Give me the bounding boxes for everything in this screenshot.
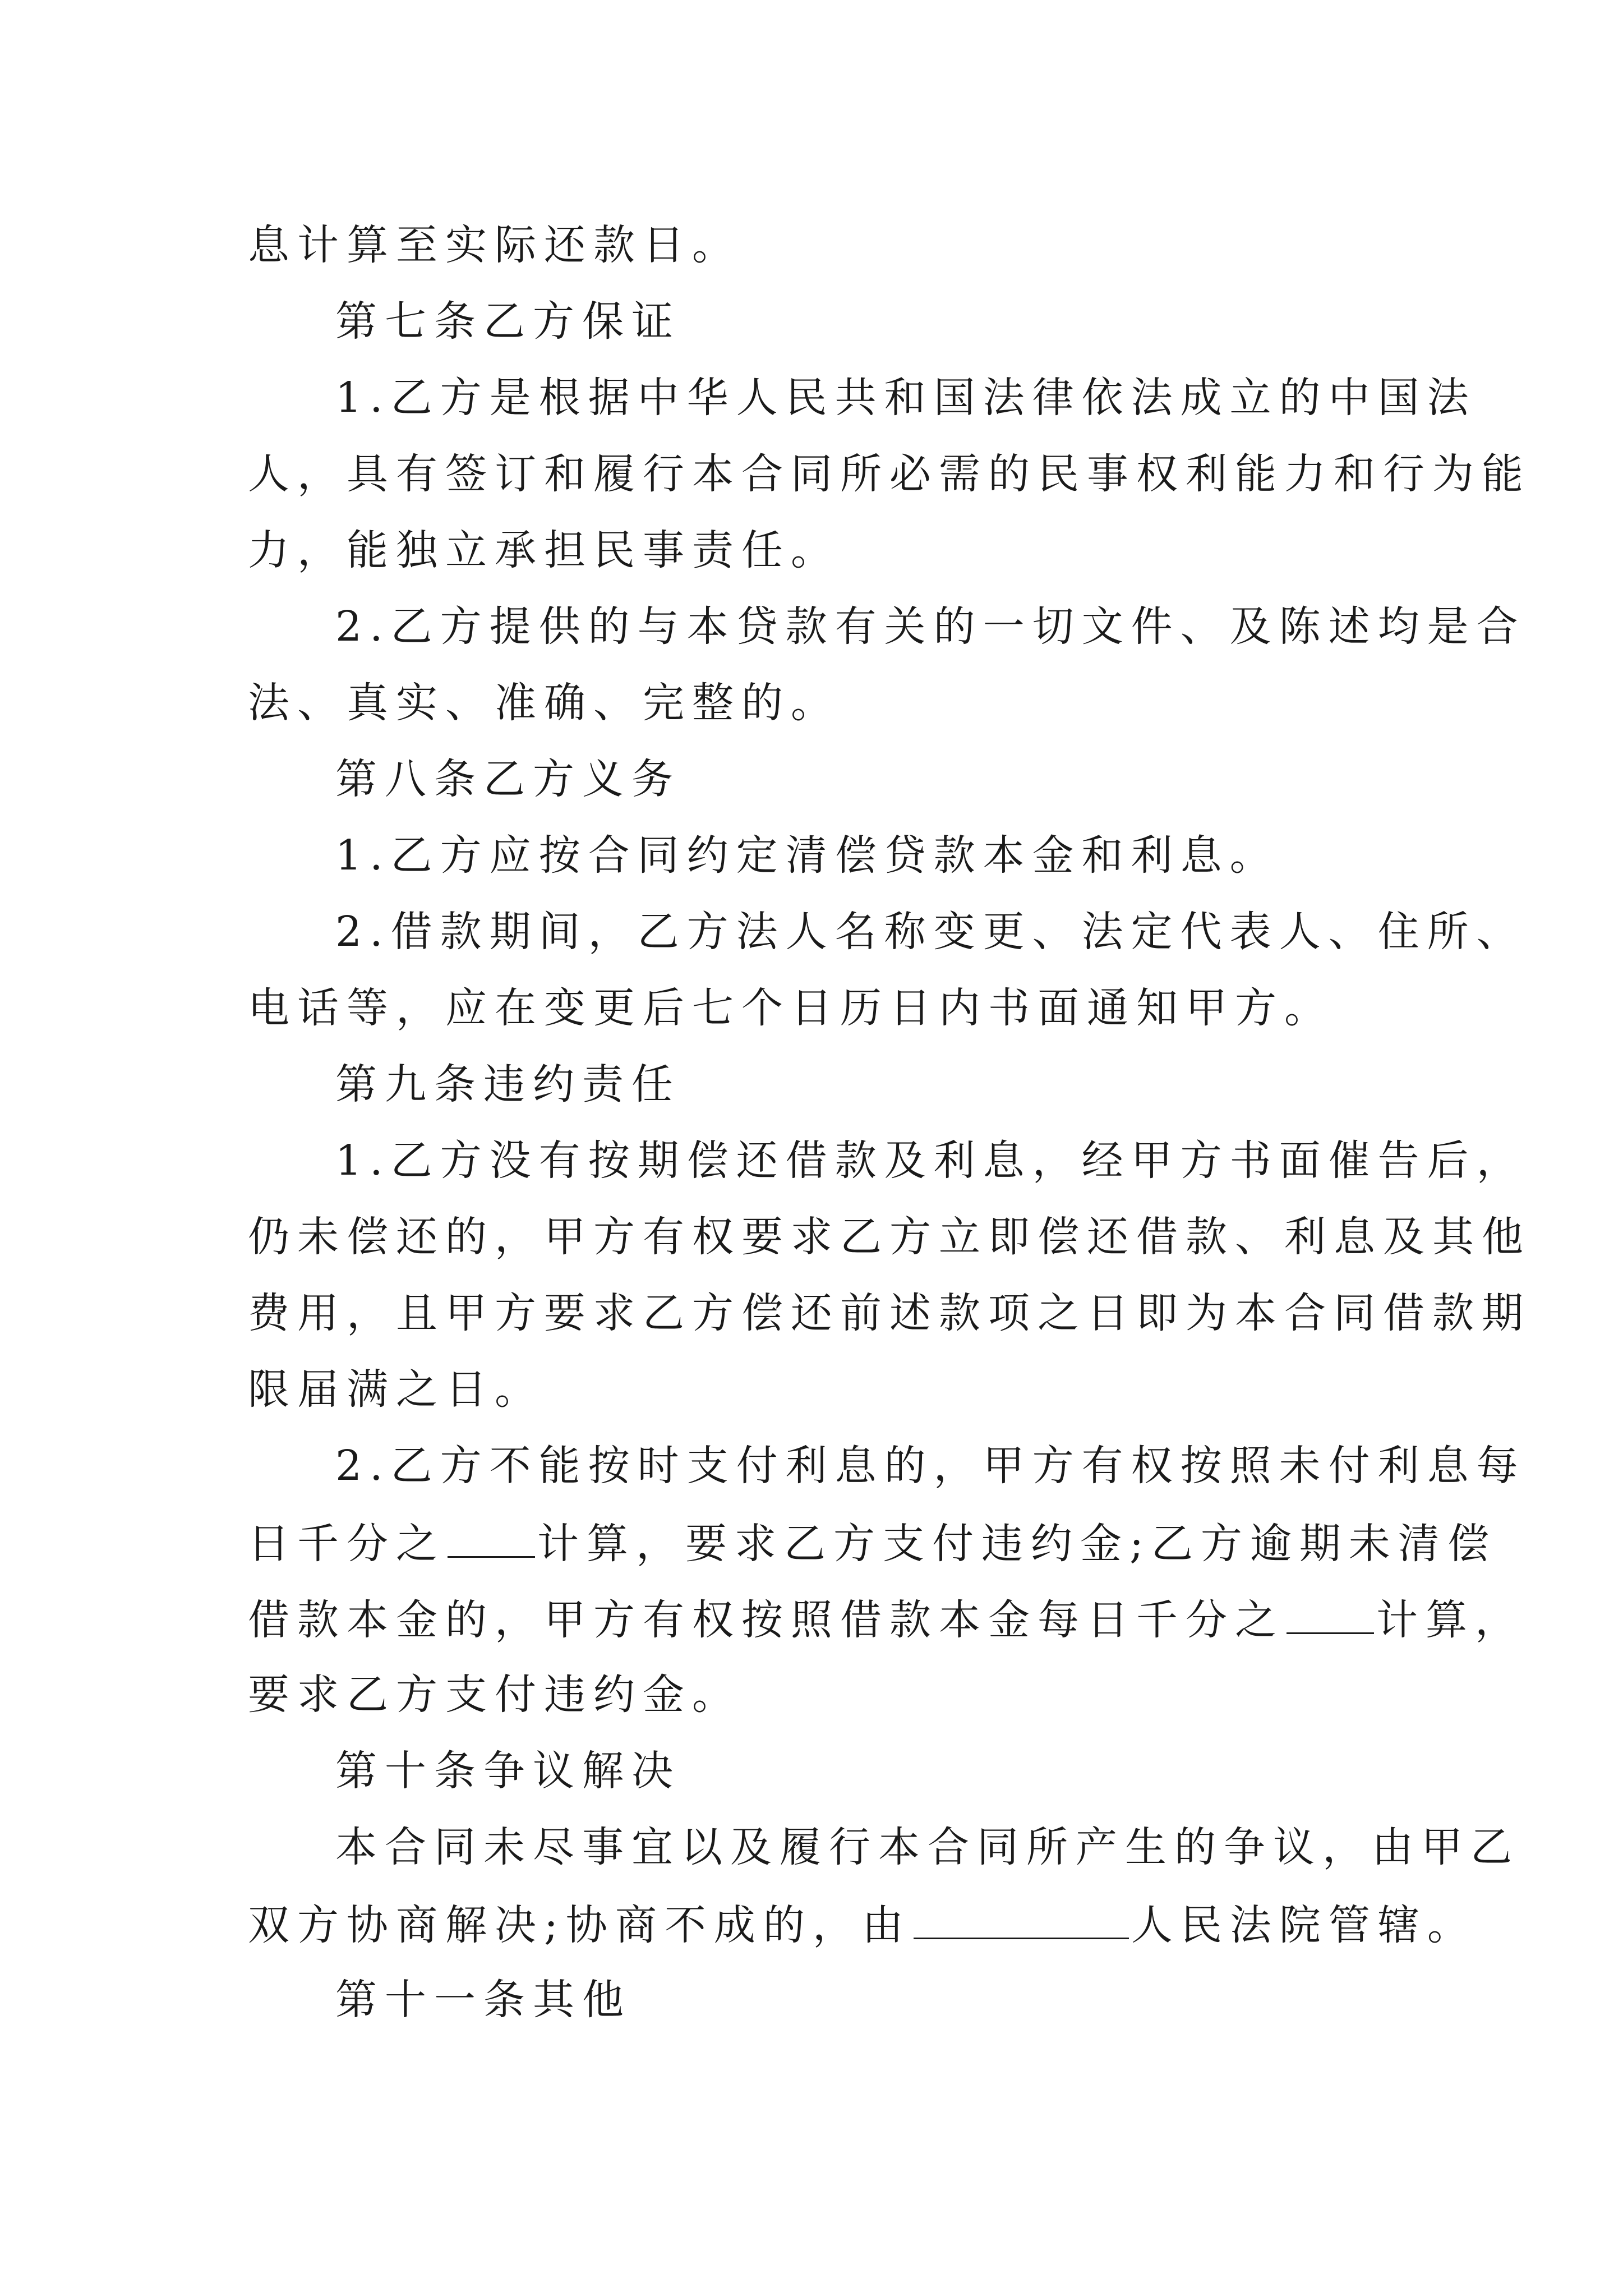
text-line: 仍未偿还的，甲方有权要求乙方立即偿还借款、利息及其他 [248, 1213, 1531, 1261]
text-line: 力，能独立承担民事责任。 [248, 526, 840, 574]
text-segment: 计算，要求乙方支付违约金;乙方逾期未清偿 [537, 1520, 1497, 1568]
text-line: 费用，且甲方要求乙方偿还前述款项之日即为本合同借款期 [248, 1289, 1531, 1337]
text-line: 人，具有签订和履行本合同所必需的民事权利能力和行为能 [248, 450, 1531, 498]
text-line: 1.乙方是根据中华人民共和国法律依法成立的中国法 [335, 374, 1477, 422]
text-segment: 人民法院管辖。 [1131, 1901, 1477, 1949]
section-heading-11: 第十一条其他 [335, 1976, 631, 2024]
section-heading-7: 第七条乙方保证 [335, 297, 681, 346]
section-heading-8: 第八条乙方义务 [335, 755, 681, 803]
fill-in-blank [914, 1903, 1129, 1939]
text-line: 2.借款期间，乙方法人名称变更、法定代表人、住所、 [335, 908, 1526, 956]
text-segment: 双方协商解决;协商不成的，由 [248, 1901, 911, 1949]
fill-in-blank [448, 1521, 535, 1558]
text-line-with-blank [248, 1596, 1524, 1644]
text-line: 限届满之日。 [248, 1365, 544, 1414]
text-line: 1.乙方应按合同约定清偿贷款本金和利息。 [335, 831, 1279, 880]
text-line: 1.乙方没有按期偿还借款及利息，经甲方书面催告后， [335, 1137, 1526, 1185]
text-line: 电话等，应在变更后七个日历日内书面通知甲方。 [248, 984, 1334, 1032]
section-heading-9: 第九条违约责任 [335, 1060, 681, 1108]
text-segment: 计算， [1376, 1596, 1524, 1644]
text-line: 本合同未尽事宜以及履行本合同所产生的争议，由甲乙 [335, 1823, 1520, 1871]
text-line-with-blank [248, 1901, 1477, 1949]
fill-in-blank [1287, 1598, 1374, 1634]
text-line-with-blank [248, 1520, 1497, 1568]
text-segment: 借款本金的，甲方有权按照借款本金每日千分之 [248, 1596, 1284, 1644]
text-line: 息计算至实际还款日。 [248, 221, 741, 269]
text-line: 法、真实、准确、完整的。 [248, 679, 840, 727]
text-line: 2.乙方不能按时支付利息的，甲方有权按照未付利息每 [335, 1442, 1526, 1490]
section-heading-10: 第十条争议解决 [335, 1747, 681, 1795]
text-line: 2.乙方提供的与本贷款有关的一切文件、及陈述均是合 [335, 602, 1526, 651]
text-segment: 日千分之 [248, 1520, 445, 1568]
text-line: 要求乙方支付违约金。 [248, 1671, 741, 1719]
